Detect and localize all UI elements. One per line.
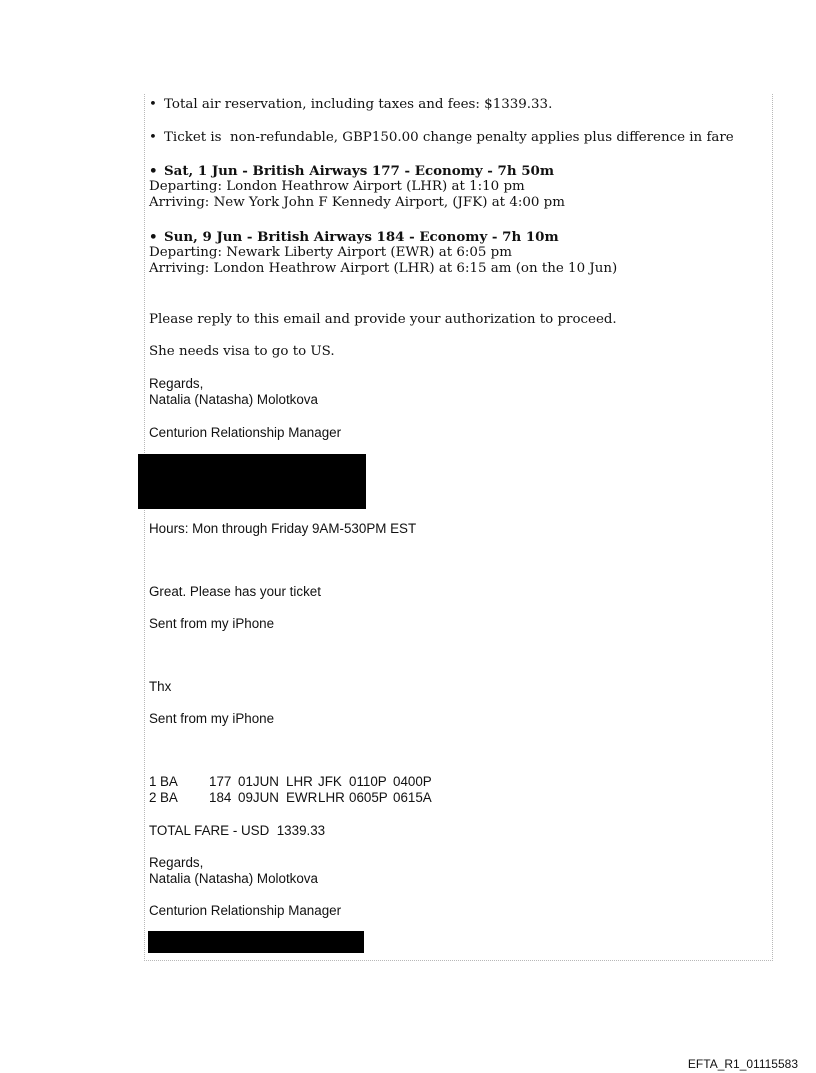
flight2-departing: Departing: Newark Liberty Airport (EWR) at 6:05 pm (149, 245, 512, 260)
visa-note-line: She needs visa to go to US. (149, 344, 335, 359)
segment-arrival-time: 0615A (393, 790, 432, 805)
segment-origin: EWR (286, 790, 318, 805)
segment-departure-time: 0110P (349, 774, 387, 789)
redaction-block (148, 931, 364, 953)
total-fare-line: TOTAL FARE - USD 1339.33 (149, 823, 326, 838)
regards-line: Regards, (149, 855, 204, 870)
segment-flight-number: 184 (209, 790, 232, 805)
total-reservation-line: Total air reservation, including taxes and fees: $1339.33. (164, 97, 553, 112)
sender-title: Centurion Relationship Manager (149, 425, 342, 440)
sender-title: Centurion Relationship Manager (149, 903, 342, 918)
redaction-block (138, 454, 366, 509)
bullet-symbol: • (149, 229, 158, 245)
regards-line: Regards, (149, 376, 204, 391)
reply-message-text: Great. Please has your ticket (149, 584, 321, 599)
office-hours-line: Hours: Mon through Friday 9AM-530PM EST (149, 521, 417, 536)
flight2-heading: Sun, 9 Jun - British Airways 184 - Economy - 7h 10m (164, 229, 559, 245)
bullet-symbol: • (149, 130, 157, 145)
sender-name: Natalia (Natasha) Molotkova (149, 871, 318, 886)
flight1-departing: Departing: London Heathrow Airport (LHR) at 1:10 pm (149, 179, 525, 194)
segment-date: 09JUN (238, 790, 279, 805)
flight2-arriving: Arriving: London Heathrow Airport (LHR) at 6:15 am (on the 10 Jun) (149, 261, 618, 276)
flight1-arriving: Arriving: New York John F Kennedy Airport, (JFK) at 4:00 pm (149, 195, 565, 210)
segment-number: 2 (149, 790, 157, 805)
segment-destination: LHR (318, 790, 345, 805)
segment-airline: BA (160, 790, 178, 805)
reply-request-line: Please reply to this email and provide your authorization to proceed. (149, 312, 617, 327)
sender-name: Natalia (Natasha) Molotkova (149, 392, 318, 407)
segment-airline: BA (160, 774, 178, 789)
segment-arrival-time: 0400P (393, 774, 432, 789)
iphone-signature: Sent from my iPhone (149, 711, 275, 726)
document-id: EFTA_R1_01115583 (687, 1057, 798, 1071)
segment-date: 01JUN (238, 774, 279, 789)
segment-departure-time: 0605P (349, 790, 388, 805)
segment-number: 1 (149, 774, 157, 789)
bullet-symbol: • (149, 97, 157, 112)
reply-message-text: Thx (149, 679, 172, 694)
iphone-signature: Sent from my iPhone (149, 616, 275, 631)
segment-flight-number: 177 (209, 774, 232, 789)
ticket-refund-line: Ticket is non-refundable, GBP150.00 change penalty applies plus difference in fare (164, 130, 734, 145)
flight1-heading: Sat, 1 Jun - British Airways 177 - Economy - 7h 50m (164, 163, 555, 179)
bullet-symbol: • (149, 163, 158, 179)
segment-origin: LHR (286, 774, 313, 789)
segment-destination: JFK (318, 774, 342, 789)
